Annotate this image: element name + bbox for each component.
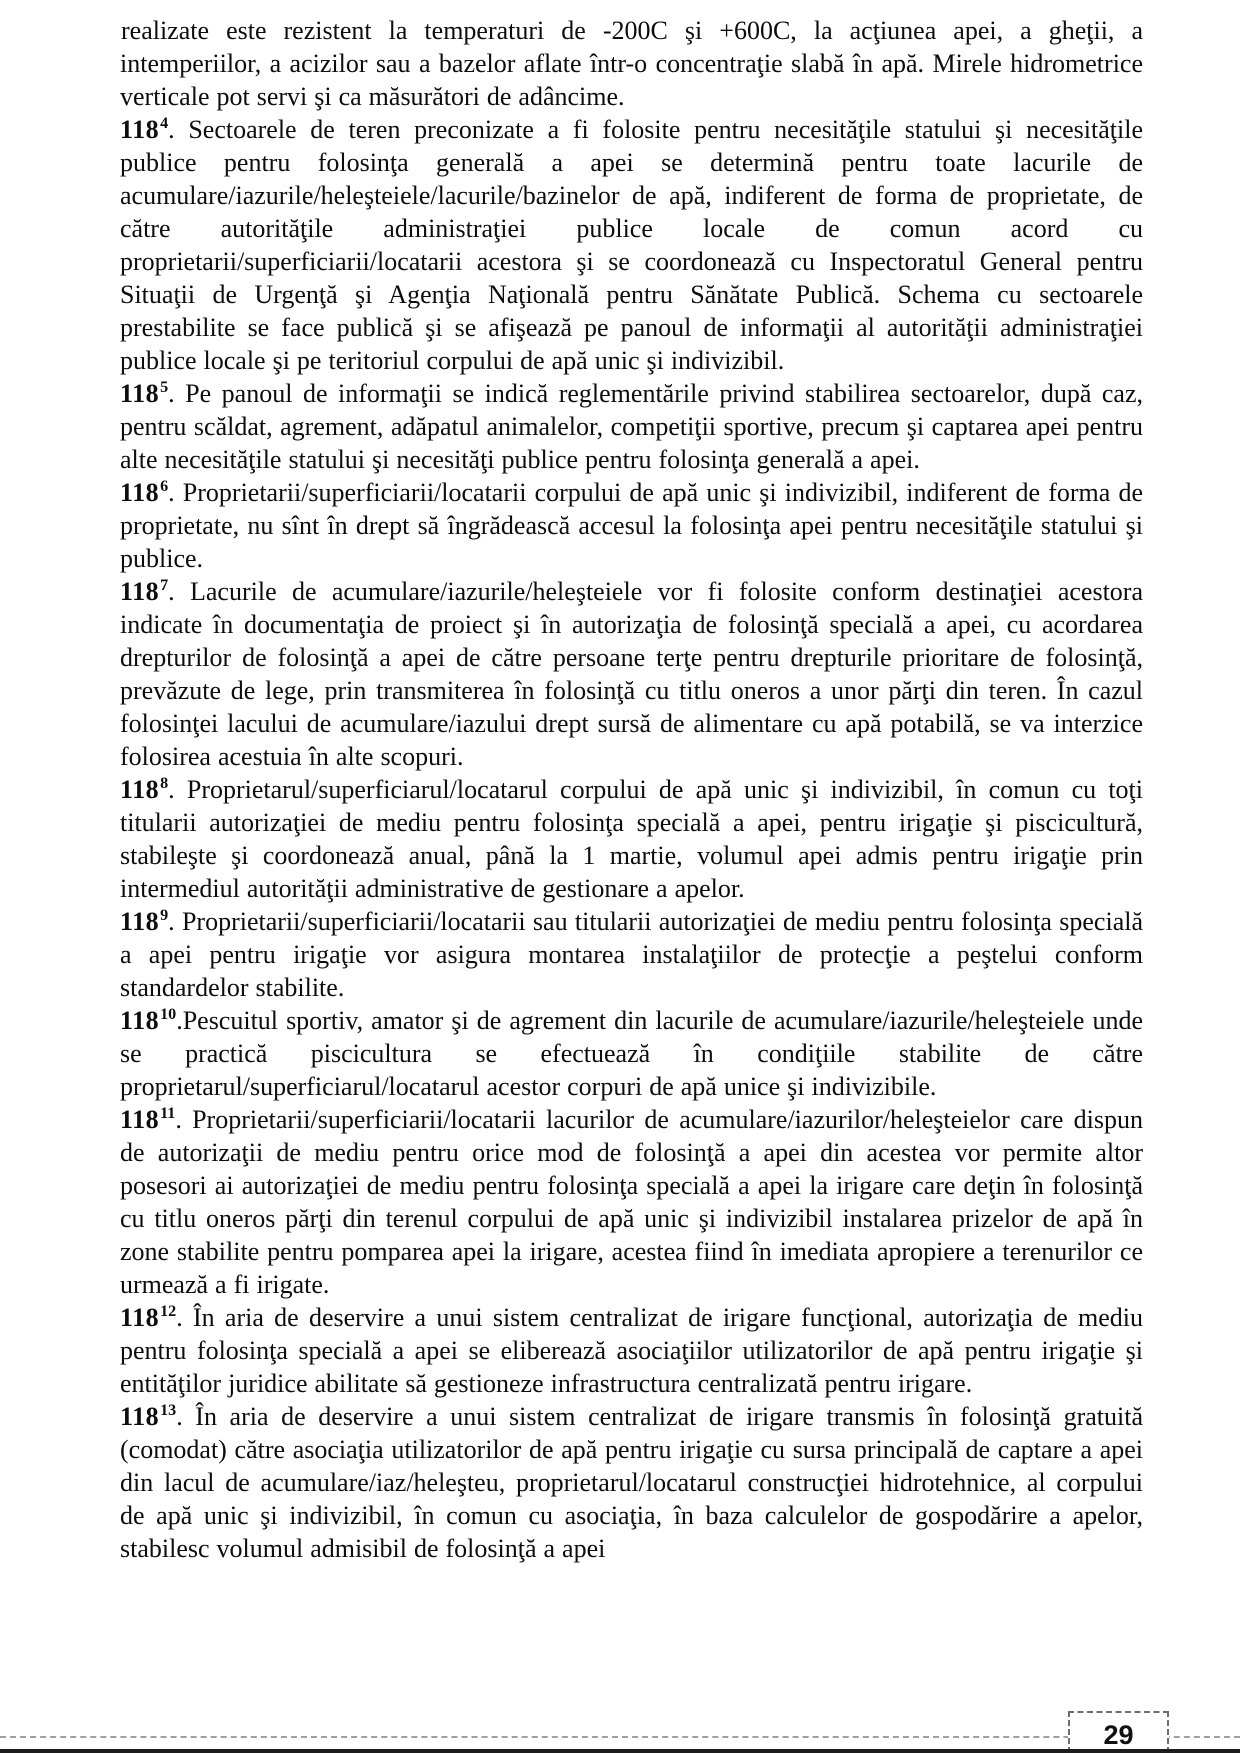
paragraph-text: . Lacurile de acumulare/iazurile/heleşteiele vor fi folosite conform destinaţiei acestora indicate în documentaţia de proiect şi în autorizaţia de folosinţă specială a apei, cu acordarea drepturilor de folosinţă a apei de către persoane terţe pentru drepturile prioritare de folosinţă, prevăzute de lege, prin transmiterea în folosinţă cu titlu oneros a unor părţi din teren. În cazul folosinţei lacului de acumulare/iazului drept sursă de alimentare cu apă potabilă, se va interzice folosirea acestuia în alte scopuri. (120, 577, 1143, 771)
text-paragraph (120, 1103, 1143, 1301)
fold-line (0, 1736, 1240, 1738)
article-marker: 118 (120, 478, 160, 507)
paragraph-text: . În aria de deservire a unui sistem centralizat de irigare funcţional, autorizaţia de mediu pentru folosinţa specială a apei se eliberează asociaţiilor utilizatorilor de apă pentru irigaţie şi entităţilor juridice abilitate să gestioneze infrastructura centralizată pentru irigare. (120, 1303, 1143, 1398)
text-paragraph (120, 476, 1143, 575)
article-marker-sup: 7 (160, 577, 169, 595)
text-paragraph (120, 14, 1143, 113)
paragraph-text: . Proprietarul/superficiarul/locatarul corpului de apă unic şi indivizibil, în comun cu toţi titularii autorizaţiei de mediu pentru folosinţa specială a apei, pentru irigaţie şi piscicultură, stabileşte şi coordonează anual, până la 1 martie, volumul apei admis pentru irigaţie prin intermediul autorităţii administrative de gestionare a apelor. (120, 775, 1143, 903)
article-marker-sup: 12 (160, 1303, 177, 1321)
text-paragraph (120, 773, 1143, 905)
text-block (120, 14, 1143, 1565)
article-marker-sup: 8 (160, 775, 169, 793)
paragraph-text: . Sectoarele de teren preconizate a fi folosite pentru necesităţile statului şi necesităţile publice pentru folosinţa generală a apei se determină pentru toate lacurile de acumulare/iazurile/heleşteiele/lacurile/bazinelor de apă, indiferent de forma de proprietate, de către autorităţile administraţiei publice locale de comun acord cu proprietarii/superficiarii/locatarii acestora şi se coordonează cu Inspectoratul General pentru Situaţii de Urgenţă şi Agenţia Naţională pentru Sănătate Publică. Schema cu sectoarele prestabilite se face publică şi se afişează pe panoul de informaţii al autorităţii administraţiei publice locale şi pe teritoriul corpului de apă unic şi indivizibil. (120, 115, 1143, 375)
article-marker: 118 (120, 379, 160, 408)
article-marker: 118 (120, 1303, 160, 1332)
paragraph-text: . Proprietarii/superficiarii/locatarii corpului de apă unic şi indivizibil, indiferent de forma de proprietate, nu sînt în drept să îngrădească accesul la folosinţa apei pentru necesităţile statului şi publice. (120, 478, 1143, 573)
article-marker: 118 (120, 1105, 160, 1134)
article-marker: 118 (120, 1402, 160, 1431)
page-bottom-edge (0, 1749, 1240, 1753)
paragraph-text: . În aria de deservire a unui sistem centralizat de irigare transmis în folosinţă gratuită (comodat) către asociaţia utilizatorilor de apă pentru irigaţie cu sursa principală de captare a apei din lacul de acumulare/iaz/heleşteu, proprietarul/locatarul construcţiei hidrotehnice, al corpului de apă unic şi indivizibil, în comun cu asociaţia, în baza calculelor de gospodărire a apelor, stabilesc volumul admisibil de folosinţă a apei (120, 1402, 1143, 1563)
article-marker-sup: 4 (160, 115, 169, 133)
page-number: 29 (1103, 1719, 1134, 1750)
paragraph-text: . Proprietarii/superficiarii/locatarii lacurilor de acumulare/iazurilor/heleşteielor care dispun de autorizaţii de mediu pentru orice mod de folosinţă a apei din acestea vor permite altor posesori ai autorizaţiei de mediu pentru folosinţa specială a apei la irigare care deţin în folosinţă cu titlu oneros părţi din terenul corpului de apă unic şi indivizibil instalarea prizelor de apă în zone stabilite pentru pomparea apei la irigare, acestea fiind în imediata apropiere a terenurilor ce urmează a fi irigate. (120, 1105, 1143, 1299)
text-paragraph (120, 113, 1143, 377)
article-marker: 118 (120, 577, 160, 606)
article-marker-sup: 5 (160, 379, 169, 397)
article-marker-sup: 13 (160, 1402, 177, 1420)
article-marker: 118 (120, 1006, 160, 1035)
text-paragraph (120, 905, 1143, 1004)
text-paragraph (120, 575, 1143, 773)
article-marker-sup: 9 (160, 907, 169, 925)
article-marker: 118 (120, 907, 160, 936)
article-marker: 118 (120, 775, 160, 804)
text-paragraph (120, 377, 1143, 476)
text-paragraph (120, 1301, 1143, 1400)
page-number-box (1068, 1711, 1169, 1753)
paragraph-text: . Proprietarii/superficiarii/locatarii sau titularii autorizaţiei de mediu pentru folosinţa specială a apei pentru irigaţie vor asigura montarea instalaţiilor de protecţie a peştelui conform standardelor stabilite. (120, 907, 1143, 1002)
paragraph-text: .Pescuitul sportiv, amator şi de agrement din lacurile de acumulare/iazurile/heleşteiele unde se practică piscicultura se efectuează în condiţiile stabilite de către proprietarul/superficiarul/locatarul acestor corpuri de apă unice şi indivizibile. (120, 1006, 1143, 1101)
paragraph-text: realizate este rezistent la temperaturi de -200C şi +600C, la acţiunea apei, a gheţii, a intemperiilor, a acizilor sau a bazelor aflate într-o concentraţie slabă în apă. Mirele hidrometrice verticale pot servi şi ca măsurători de adâncime. (120, 16, 1143, 111)
article-marker: 118 (120, 115, 160, 144)
article-marker-sup: 10 (160, 1006, 177, 1024)
article-marker-sup: 11 (160, 1105, 176, 1123)
article-marker-sup: 6 (160, 478, 169, 496)
text-paragraph (120, 1400, 1143, 1565)
paragraph-text: . Pe panoul de informaţii se indică reglementările privind stabilirea sectoarelor, după caz, pentru scăldat, agrement, adăpatul animalelor, competiţii sportive, precum şi captarea apei pentru alte necesităţile statului şi necesităţi publice pentru folosinţa generală a apei. (120, 379, 1143, 474)
text-paragraph (120, 1004, 1143, 1103)
